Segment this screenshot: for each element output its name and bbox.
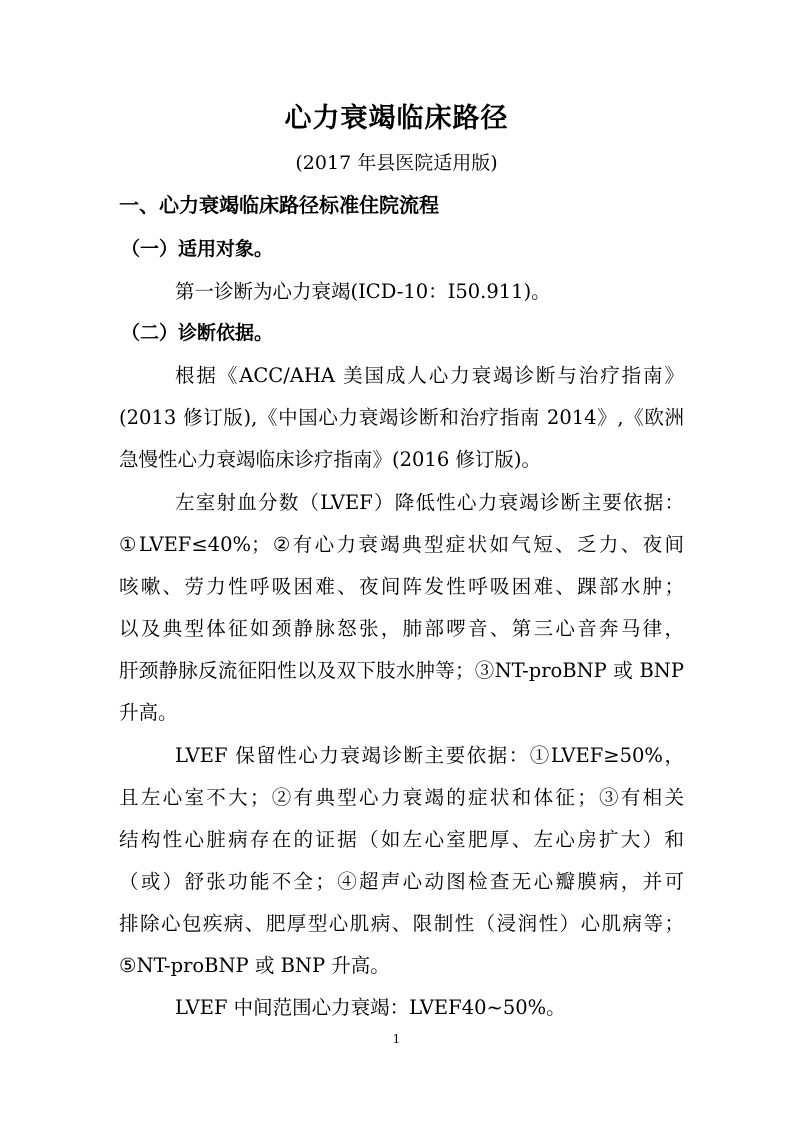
paragraph-line: 以及典型体征如颈静脉怒张，肺部啰音、第三心音奔马律，	[119, 617, 684, 640]
paragraph-line: LVEF 保留性心力衰竭诊断主要依据：①LVEF≥50%，	[175, 744, 684, 767]
paragraph-line: 升高。	[119, 701, 178, 724]
paragraph-line: 排除心包疾病、肥厚型心肌病、限制性（浸润性）心肌病等；	[119, 912, 684, 935]
subsection-heading-diagnosis: （二）诊断依据。	[121, 322, 274, 344]
scope-text: 第一诊断为心力衰竭(ICD-10：I50.911)。	[175, 280, 551, 303]
paragraph-line: 左室射血分数（LVEF）降低性心力衰竭诊断主要依据：	[175, 491, 684, 514]
paragraph-line: (2013 修订版),《中国心力衰竭诊断和治疗指南 2014》,《欧洲	[119, 406, 684, 429]
paragraph-line: 且左心室不大；②有典型心力衰竭的症状和体征；③有相关	[119, 786, 684, 809]
paragraph-line: 咳嗽、劳力性呼吸困难、夜间阵发性呼吸困难、踝部水肿；	[119, 575, 684, 598]
document-subtitle: (2017 年县医院适用版)	[295, 152, 498, 174]
subsection-heading-scope: （一）适用对象。	[121, 238, 274, 260]
paragraph-line: （或）舒张功能不全；④超声心动图检查无心瓣膜病，并可	[119, 870, 684, 893]
page-number: 1	[392, 1032, 401, 1046]
paragraph-line: ⑤NT-proBNP 或 BNP 升高。	[119, 954, 390, 977]
paragraph-line: 急慢性心力衰竭临床诊疗指南》(2016 修订版)。	[119, 448, 542, 471]
paragraph-line: 结构性心脏病存在的证据（如左心室肥厚、左心房扩大）和	[119, 828, 684, 851]
document-title: 心力衰竭临床路径	[284, 103, 509, 134]
paragraph-line: ①LVEF≤40%；②有心力衰竭典型症状如气短、乏力、夜间	[119, 533, 684, 556]
paragraph-line: 肝颈静脉反流征阳性以及双下肢水肿等；③NT-proBNP 或 BNP	[119, 659, 684, 682]
paragraph-line: 根据《ACC/AHA 美国成人心力衰竭诊断与治疗指南》	[175, 364, 684, 387]
section-heading: 一、心力衰竭临床路径标准住院流程	[119, 193, 439, 217]
paragraph-line: LVEF 中间范围心力衰竭：LVEF40~50%。	[175, 996, 566, 1019]
